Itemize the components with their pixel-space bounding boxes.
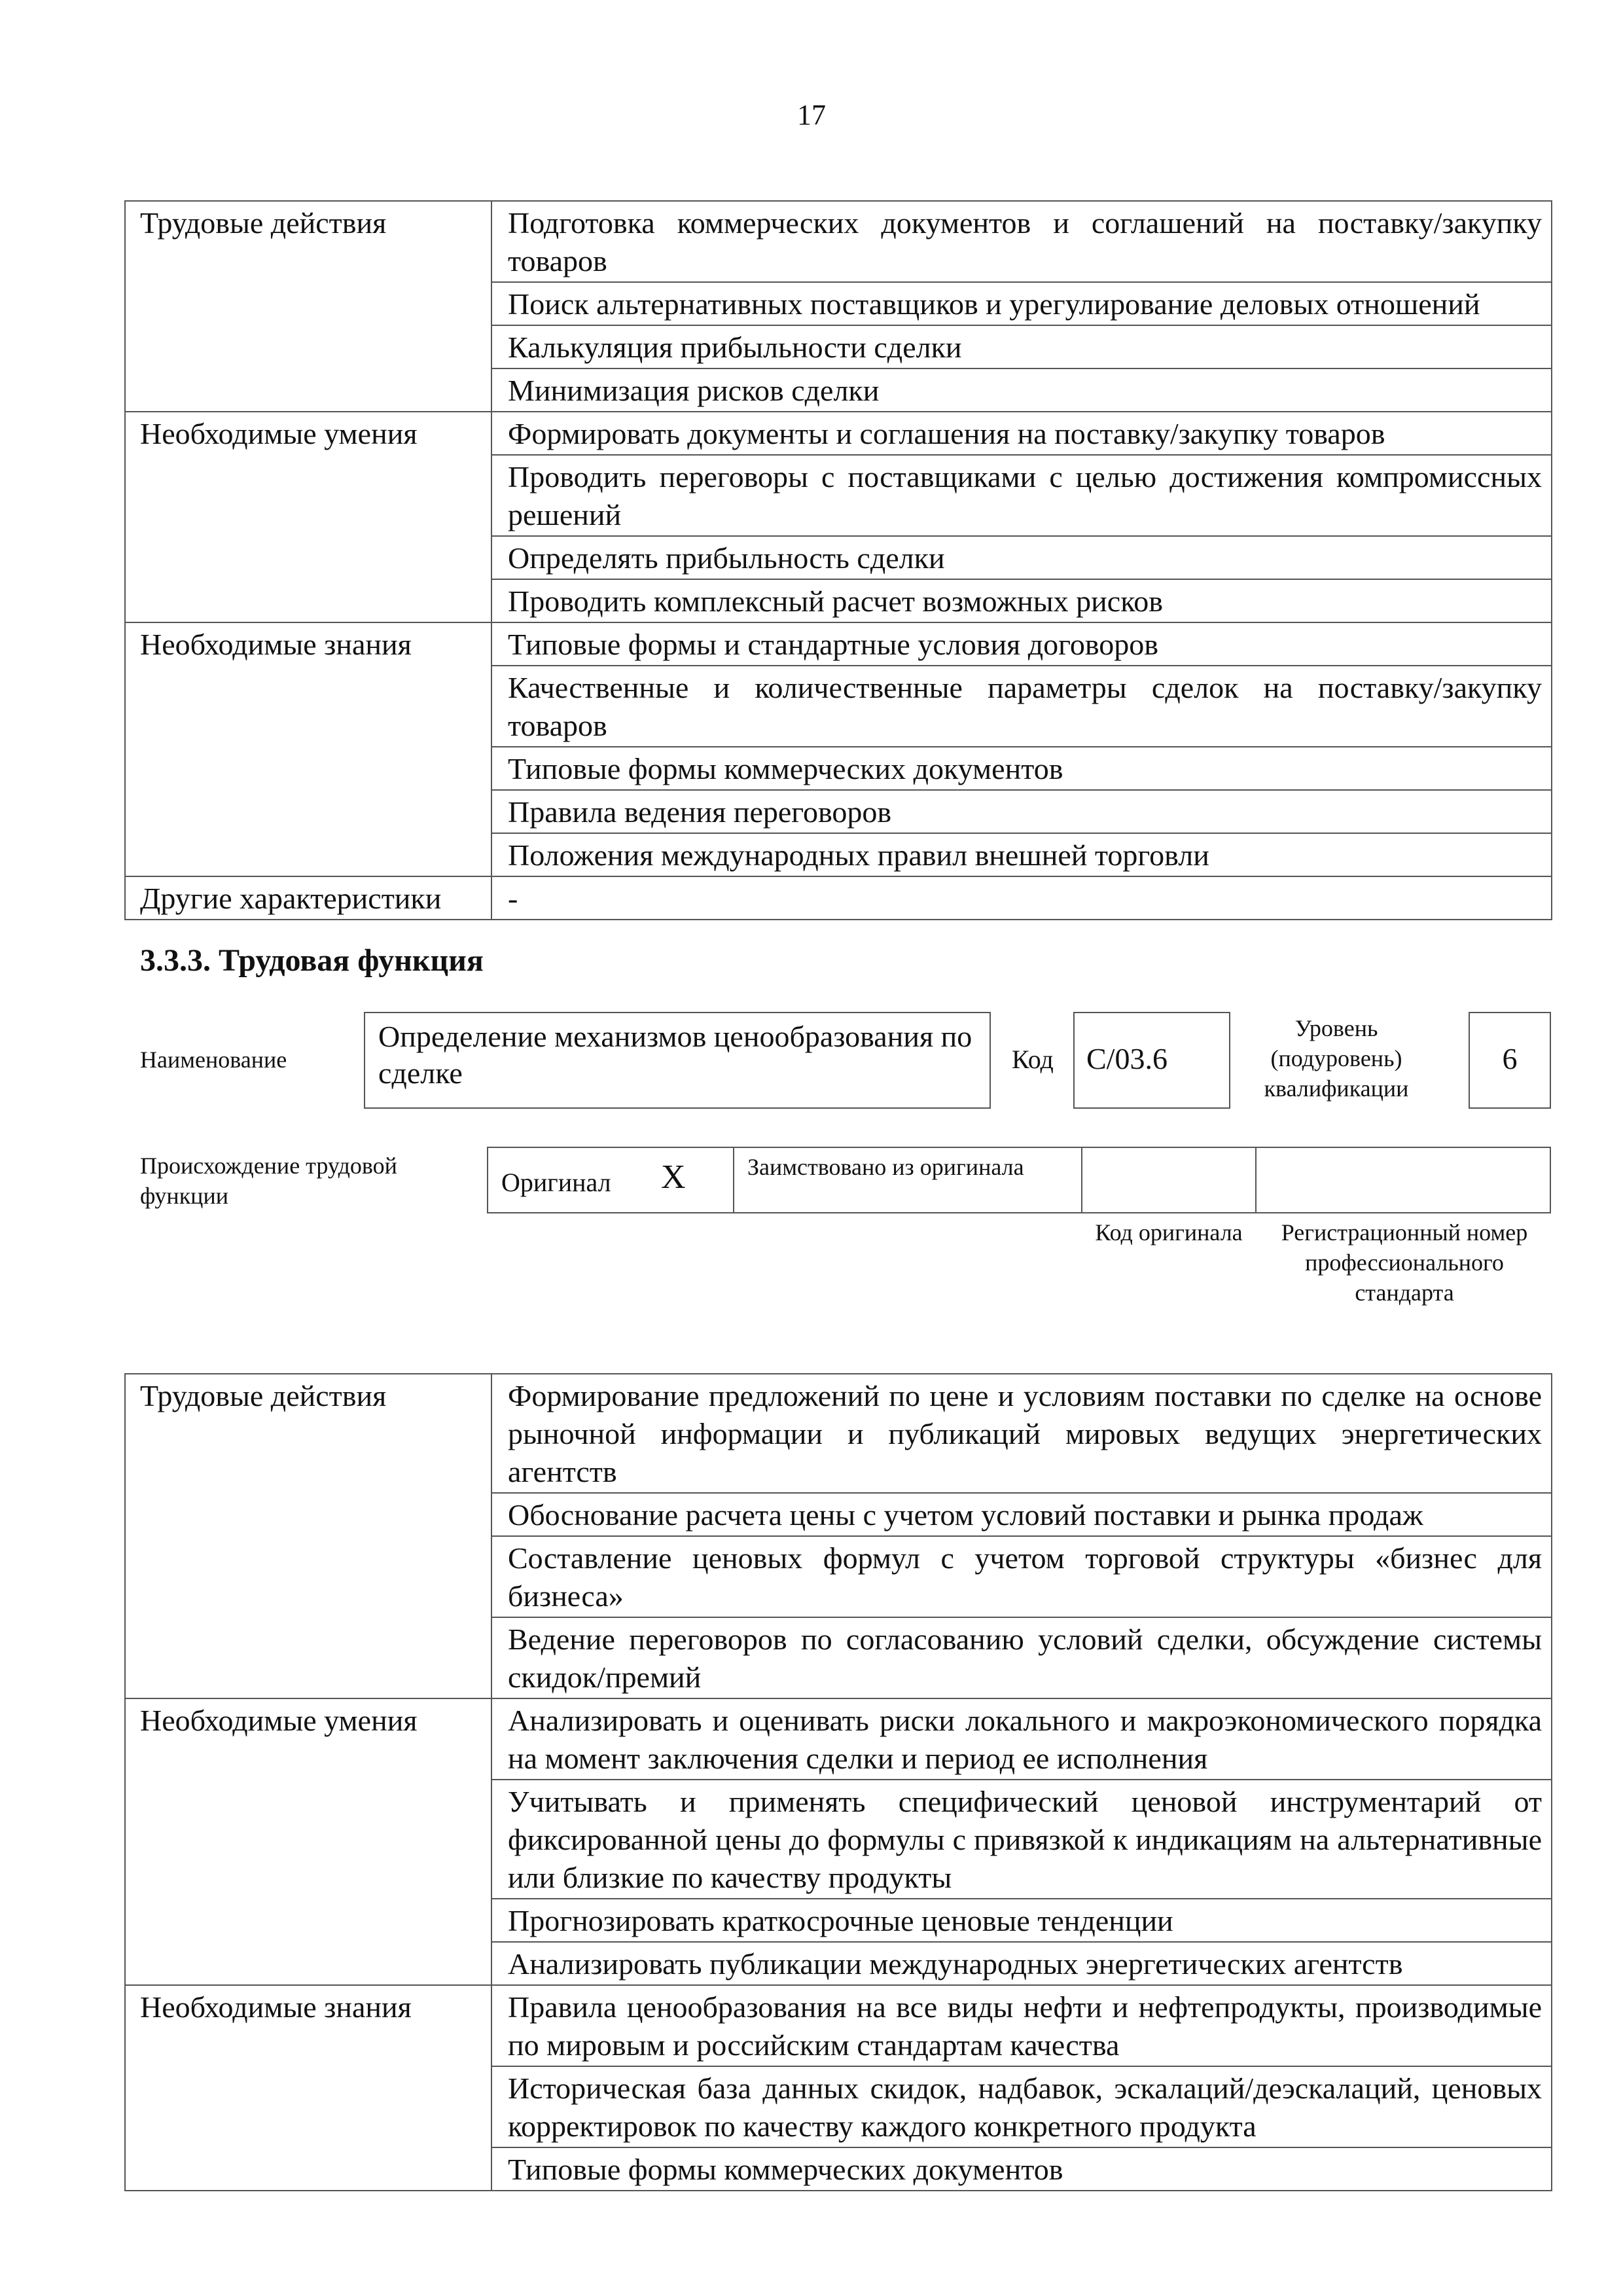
section-heading: 3.3.3. Трудовая функция <box>140 943 484 978</box>
table-cell: Учитывать и применять специфический ценовой инструментарий от фиксированной цены до формулы с привязкой к индикациям на альтернативные или близкие по качеству продукты <box>491 1780 1552 1899</box>
table-cell: - <box>491 876 1552 920</box>
origin-borrowed-cell <box>733 1147 1082 1213</box>
qualification-level-box <box>1469 1012 1551 1109</box>
borrowed-label: Заимствовано из оригинала <box>747 1154 1024 1180</box>
table-cell: Историческая база данных скидок, надбавок, эскалаций/деэскалаций, ценовых корректировок по качеству каждого конкретного продукта <box>491 2066 1552 2147</box>
table-cell: Формирование предложений по цене и условиям поставки по сделке на основе рыночной информации и публикаций мировых ведущих энергетических агентств <box>491 1374 1552 1493</box>
table-row <box>125 412 1552 455</box>
table-cell: Анализировать и оценивать риски локального и макроэкономического порядка на момент заключения сделки и период ее исполнения <box>491 1698 1552 1780</box>
qualification-level-label: Уровень (подуровень) квалификации <box>1264 1015 1409 1102</box>
table-cell: Формировать документы и соглашения на поставку/закупку товаров <box>491 412 1552 455</box>
table-row <box>125 1985 1552 2066</box>
page-number: 17 <box>797 99 826 131</box>
original-code-cell <box>1081 1147 1257 1213</box>
code-label: Код <box>1012 1045 1054 1074</box>
table-cell: Прогнозировать краткосрочные ценовые тенденции <box>491 1899 1552 1942</box>
row-label-required-knowledge: Необходимые знания <box>125 1985 491 2191</box>
reg-number-cell <box>1255 1147 1551 1213</box>
row-label-other-characteristics: Другие характеристики <box>125 876 491 920</box>
origin-label: Происхождение трудовой функции <box>140 1153 397 1209</box>
table-cell: Определять прибыльность сделки <box>491 536 1552 579</box>
table-row <box>125 201 1552 282</box>
table-row <box>125 876 1552 920</box>
table-row <box>125 622 1552 666</box>
original-code-caption: Код оригинала <box>1095 1219 1243 1246</box>
labor-function-table <box>124 1373 1552 2191</box>
original-mark: X <box>661 1158 686 1196</box>
table-cell: Типовые формы коммерческих документов <box>491 2147 1552 2191</box>
table-row <box>125 1374 1552 1493</box>
table-cell: Типовые формы и стандартные условия договоров <box>491 622 1552 666</box>
qualification-level-value: 6 <box>1502 1042 1518 1075</box>
table-cell: Подготовка коммерческих документов и соглашений на поставку/закупку товаров <box>491 201 1552 282</box>
row-label-labor-actions: Трудовые действия <box>125 1374 491 1698</box>
table-cell: Обоснование расчета цены с учетом условий поставки и рынка продаж <box>491 1493 1552 1536</box>
row-label-required-skills: Необходимые умения <box>125 1698 491 1985</box>
table-row <box>125 1698 1552 1780</box>
function-name-box <box>364 1012 991 1109</box>
origin-original-cell <box>487 1147 734 1213</box>
function-code-box <box>1073 1012 1230 1109</box>
table-cell: Проводить комплексный расчет возможных рисков <box>491 579 1552 622</box>
table-cell: Ведение переговоров по согласованию условий сделки, обсуждение системы скидок/премий <box>491 1617 1552 1698</box>
reg-number-caption: Регистрационный номер профессионального стандарта <box>1281 1219 1528 1306</box>
row-label-labor-actions: Трудовые действия <box>125 201 491 412</box>
row-label-required-knowledge: Необходимые знания <box>125 622 491 876</box>
name-label: Наименование <box>140 1047 287 1073</box>
original-label: Оригинал <box>501 1168 611 1197</box>
table-cell: Качественные и количественные параметры сделок на поставку/закупку товаров <box>491 666 1552 747</box>
table-cell: Проводить переговоры с поставщиками с целью достижения компромиссных решений <box>491 455 1552 536</box>
function-name-value: Определение механизмов ценообразования по сделке <box>378 1020 972 1090</box>
table-cell: Типовые формы коммерческих документов <box>491 747 1552 790</box>
table-cell: Правила ценообразования на все виды нефти и нефтепродукты, производимые по мировым и российским стандартам качества <box>491 1985 1552 2066</box>
table-cell: Поиск альтернативных поставщиков и урегулирование деловых отношений <box>491 282 1552 325</box>
table-cell: Правила ведения переговоров <box>491 790 1552 833</box>
function-code-value: C/03.6 <box>1086 1042 1168 1075</box>
table-cell: Калькуляция прибыльности сделки <box>491 325 1552 368</box>
table-cell: Минимизация рисков сделки <box>491 368 1552 412</box>
table-cell: Положения международных правил внешней торговли <box>491 833 1552 876</box>
row-label-required-skills: Необходимые умения <box>125 412 491 622</box>
labor-function-table-continued <box>124 200 1552 920</box>
table-cell: Анализировать публикации международных энергетических агентств <box>491 1942 1552 1985</box>
table-cell: Составление ценовых формул с учетом торговой структуры «бизнес для бизнеса» <box>491 1536 1552 1617</box>
